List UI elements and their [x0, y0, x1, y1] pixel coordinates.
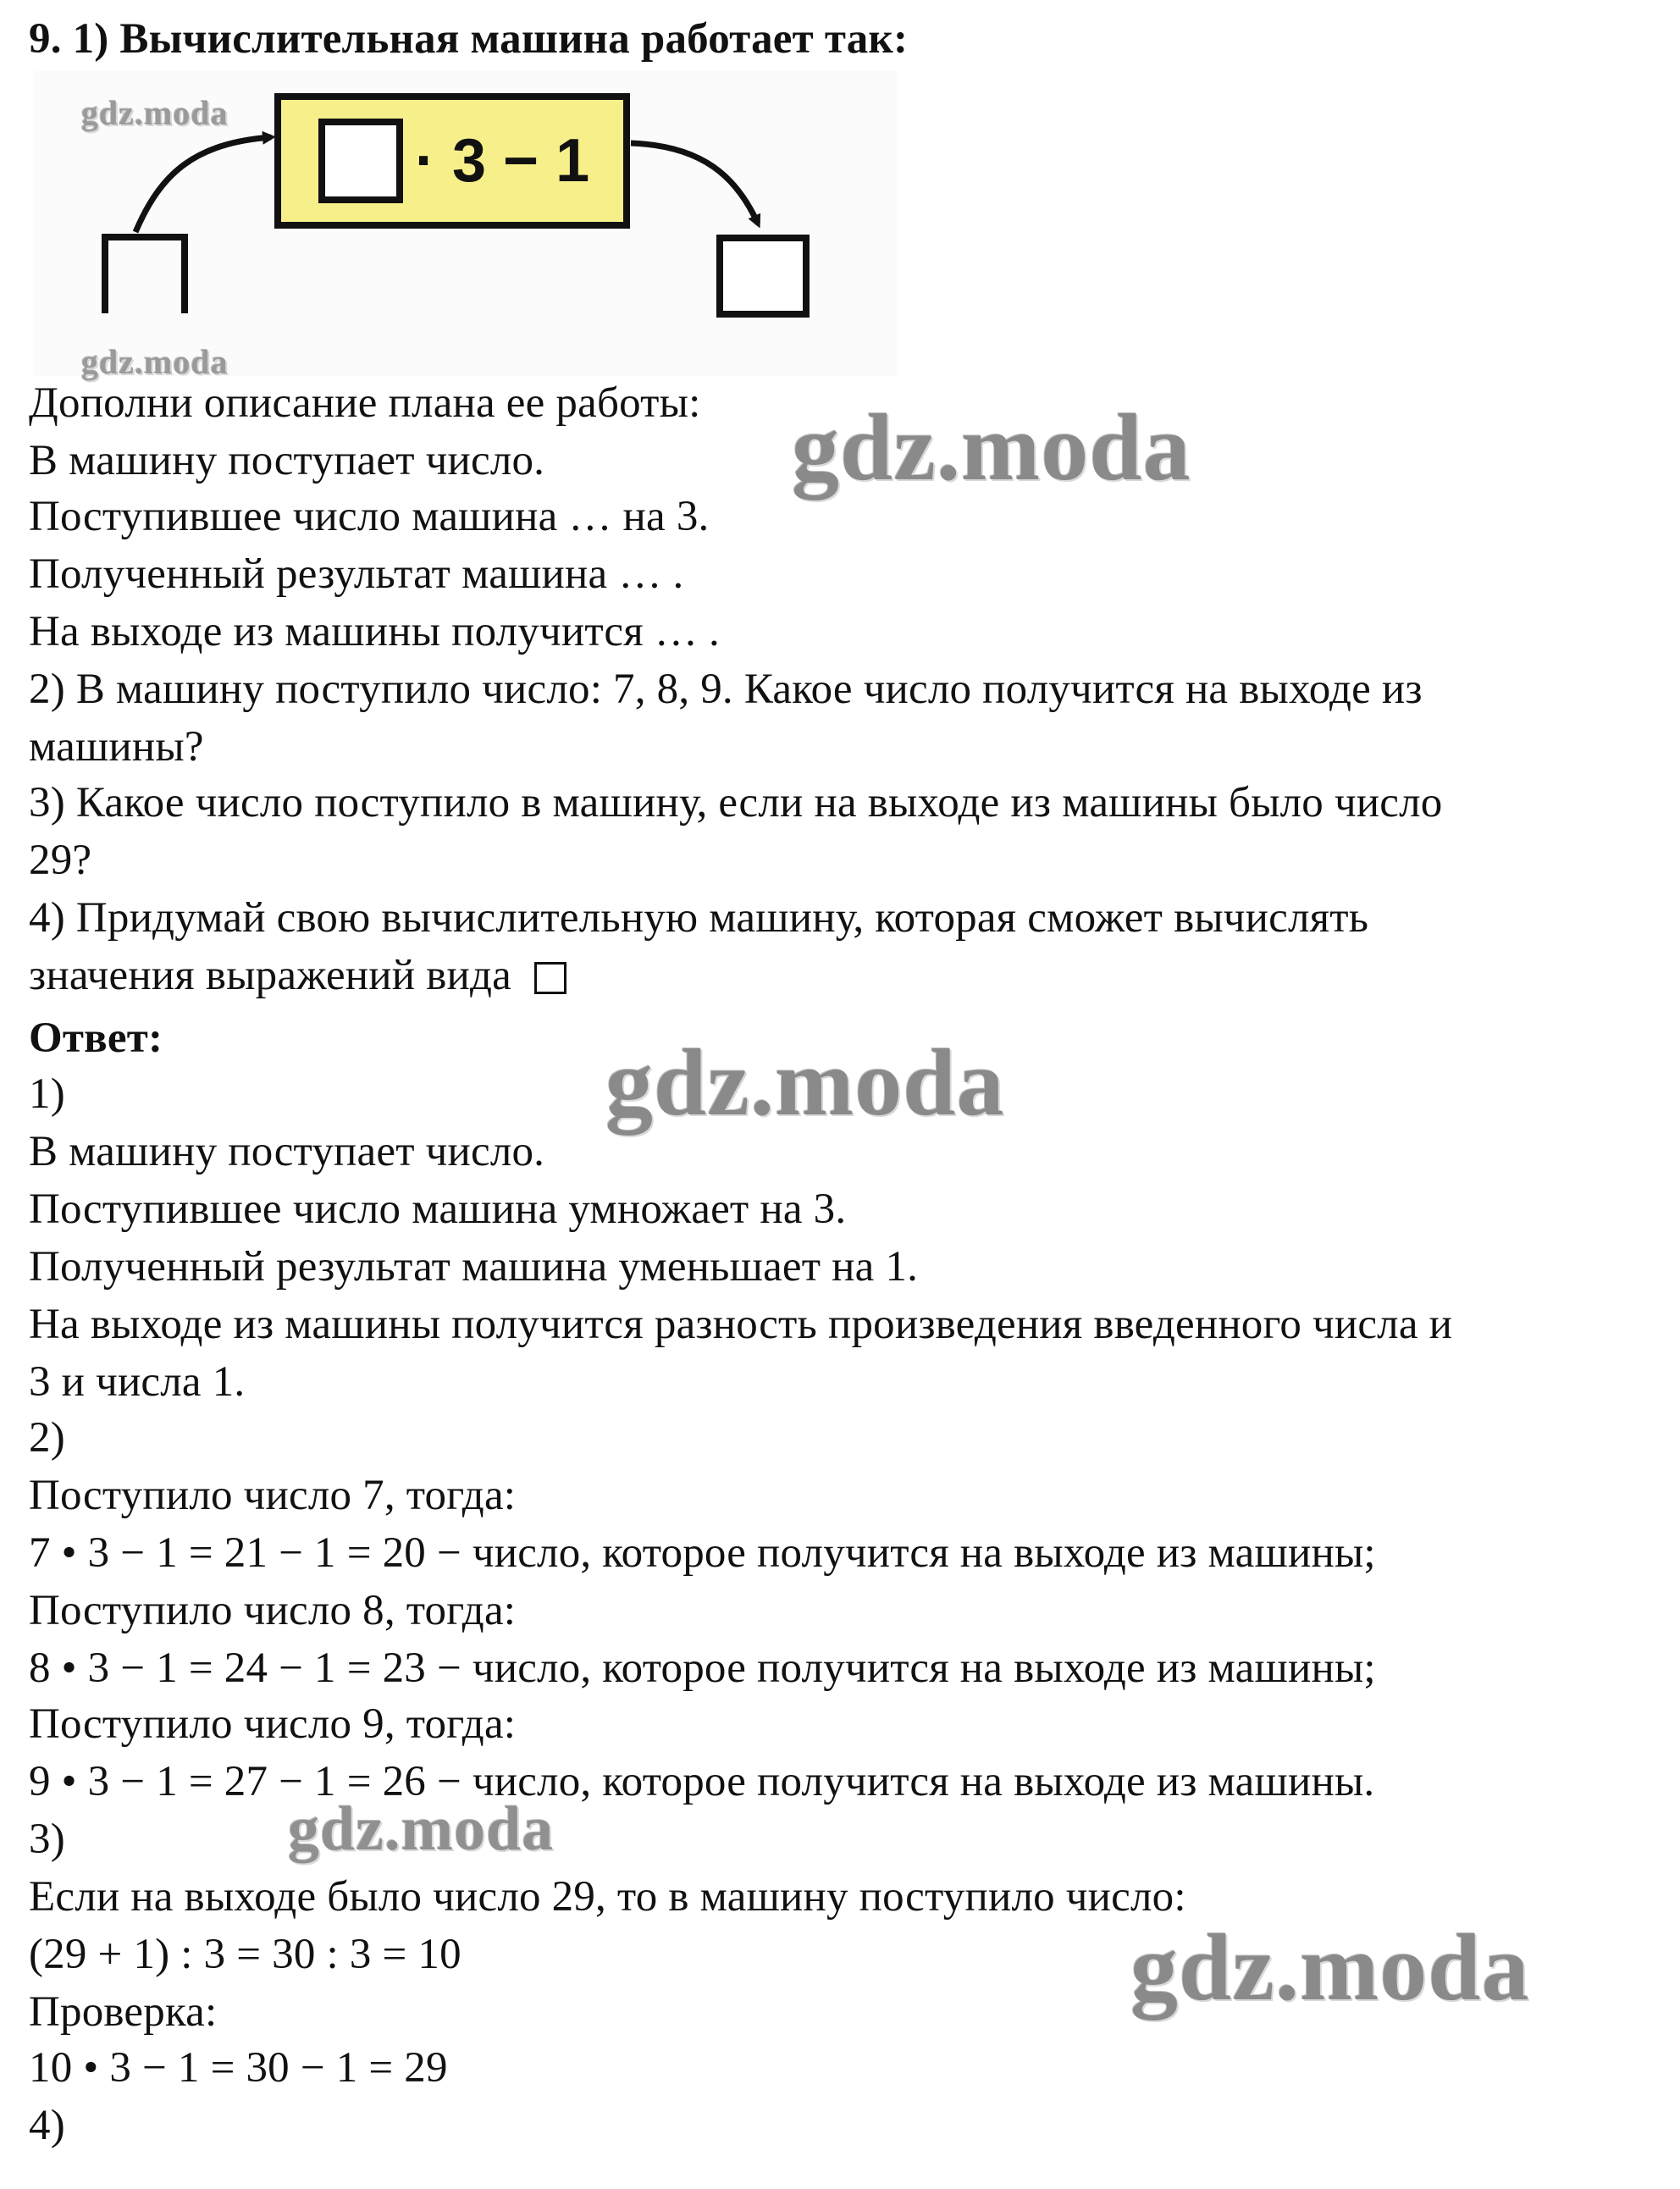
- answer-line: 3): [29, 1816, 65, 1863]
- answer-line: Проверка:: [29, 1988, 218, 2036]
- answer-line: Поступило число 9, тогда:: [29, 1700, 517, 1748]
- task-line: 4) Придумай свою вычислительную машину, которая сможет вычислять: [29, 894, 1369, 942]
- answer-line: 10 • 3 − 1 = 30 − 1 = 29: [29, 2044, 448, 2092]
- answer-heading: Ответ:: [29, 1014, 163, 1062]
- watermark: gdz.moda: [1130, 1915, 1530, 2020]
- machine-operation: · 3 − 1: [415, 127, 590, 195]
- answer-line: Поступило число 8, тогда:: [29, 1587, 517, 1634]
- input-arrow: [135, 137, 271, 232]
- task-line: Полученный результат машина … .: [29, 550, 684, 598]
- answer-line: 9 • 3 − 1 = 27 − 1 = 26 − число, которое получится на выходе из машины.: [29, 1758, 1375, 1805]
- answer-line: Полученный результат машина уменьшает на 1.: [29, 1243, 919, 1291]
- output-arrow: [631, 143, 758, 224]
- watermark: gdz.moda: [81, 94, 229, 132]
- answer-line: 1): [29, 1070, 65, 1118]
- answer-line: Поступившее число машина умножает на 3.: [29, 1186, 847, 1233]
- task-line: В машину поступает число.: [29, 437, 545, 484]
- answer-line: 3 и числа 1.: [29, 1358, 246, 1406]
- task-line-text: значения выражений вида: [29, 952, 511, 999]
- answer-line: В машину поступает число.: [29, 1128, 545, 1175]
- task-heading: 9. 1) Вычислительная машина работает так:: [29, 15, 909, 63]
- answer-line: На выходе из машины получится разность произведения введенного числа и: [29, 1301, 1453, 1348]
- watermark: gdz.moda: [288, 1794, 555, 1864]
- watermark: gdz.moda: [81, 343, 229, 381]
- input-bracket: [105, 237, 185, 313]
- answer-line: Если на выходе было число 29, то в машину поступило число:: [29, 1873, 1186, 1921]
- task-line: 3) Какое число поступило в машину, если на выходе из машины было число: [29, 779, 1443, 826]
- task-line: 2) В машину поступило число: 7, 8, 9. Какое число получится на выходе из: [29, 666, 1423, 713]
- task-line: [29, 950, 566, 1001]
- task-line: машины?: [29, 723, 204, 771]
- task-line: Дополни описание плана ее работы:: [29, 379, 701, 427]
- empty-square-icon: [534, 962, 566, 994]
- machine-input-slot: [322, 122, 400, 200]
- answer-line: (29 + 1) : 3 = 30 : 3 = 10: [29, 1931, 461, 1978]
- answer-line: 4): [29, 2102, 65, 2149]
- answer-line: 8 • 3 − 1 = 24 − 1 = 23 − число, которое получится на выходе из машины;: [29, 1645, 1376, 1692]
- answer-line: 7 • 3 − 1 = 21 − 1 = 20 − число, которое получится на выходе из машины;: [29, 1529, 1376, 1577]
- watermark: gdz.moda: [605, 1031, 1005, 1136]
- task-line: 29?: [29, 837, 92, 884]
- output-box: [720, 238, 806, 314]
- task-line: На выходе из машины получится … .: [29, 608, 720, 655]
- answer-line: Поступило число 7, тогда:: [29, 1472, 517, 1519]
- task-line: Поступившее число машина … на 3.: [29, 493, 710, 540]
- watermark: gdz.moda: [792, 395, 1191, 500]
- answer-line: 2): [29, 1414, 65, 1462]
